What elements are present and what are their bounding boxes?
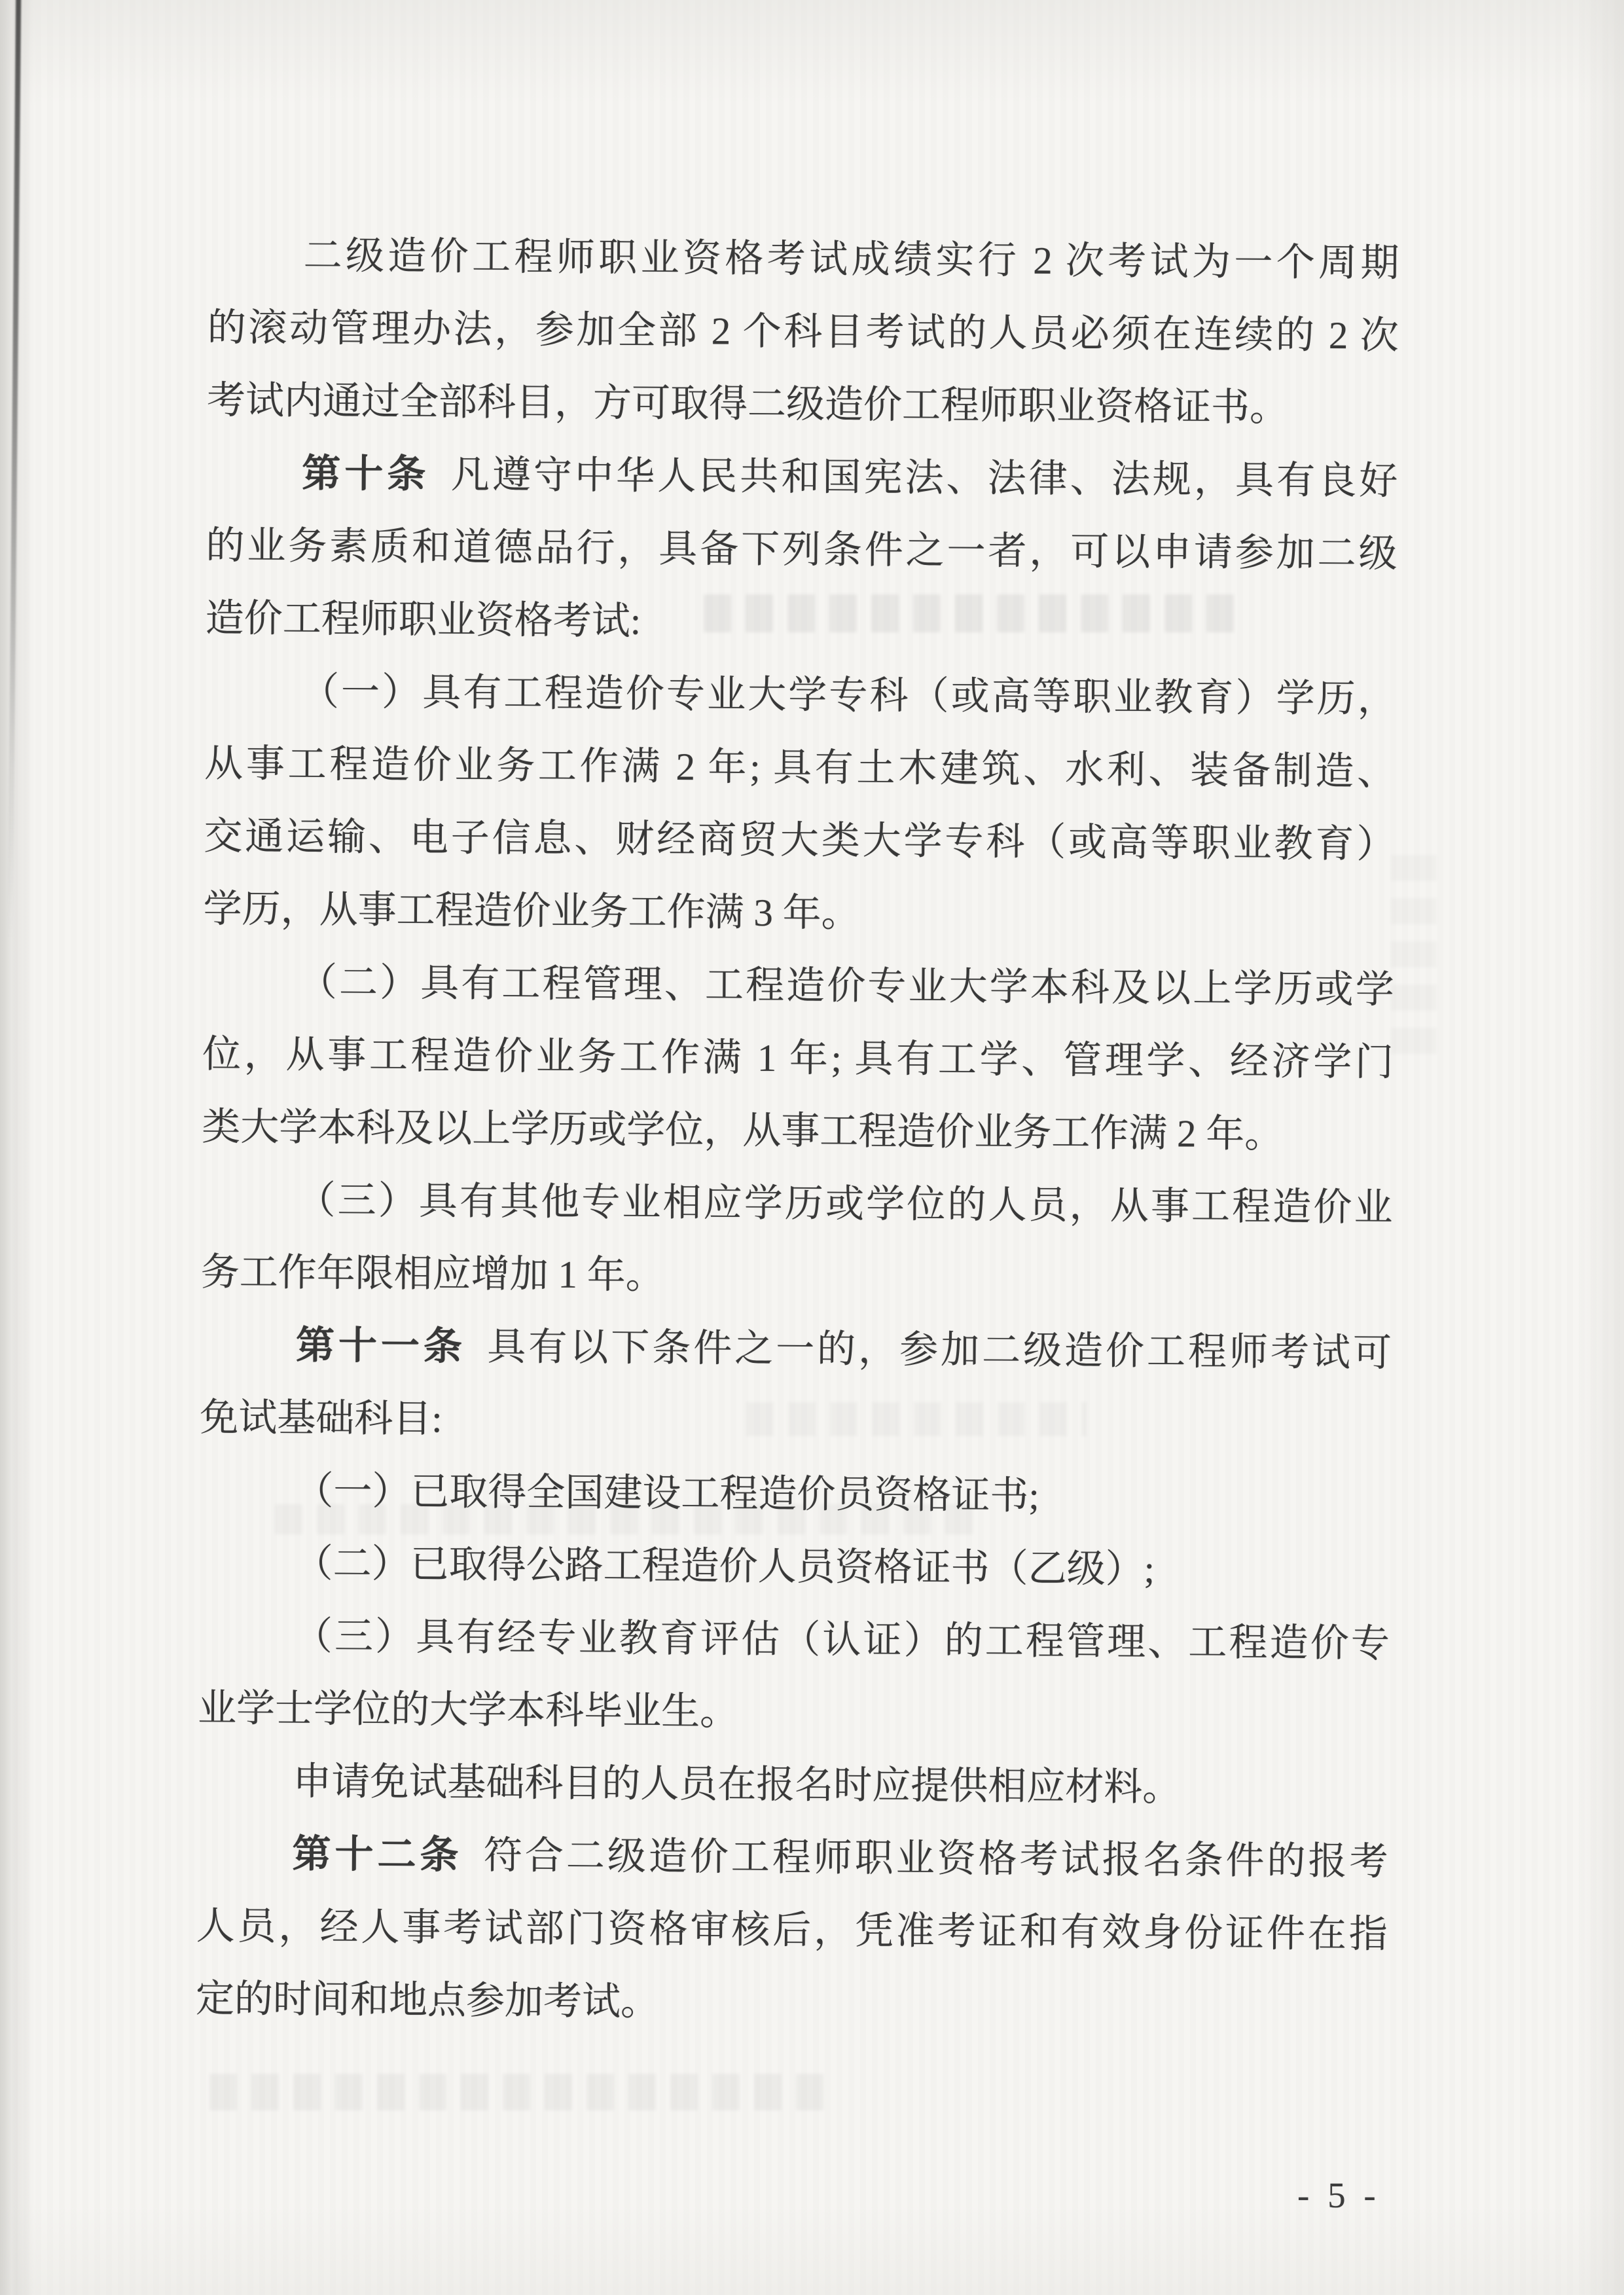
text-line: （二）已取得公路工程造价人员资格证书（乙级）; bbox=[294, 1541, 1155, 1591]
line-text: 符合二级造价工程师职业资格考试报名条件的报考 bbox=[483, 1834, 1388, 1883]
text-line bbox=[196, 1817, 1388, 1898]
paragraph-article-10 bbox=[205, 437, 1398, 663]
line-text: 凡遵守中华人民共和国宪法、法律、法规，具有良好 bbox=[450, 452, 1398, 503]
text-line: （一）已取得全国建设工程造价员资格证书; bbox=[295, 1468, 1040, 1517]
paragraph-item-1 bbox=[203, 655, 1396, 954]
text-line: （三）具有经专业教育评估（认证）的工程管理、工程造价专 bbox=[293, 1614, 1390, 1665]
text-line: 的滚动管理办法，参加全部 2 个科目考试的人员必须在连续的 2 次 bbox=[207, 305, 1399, 357]
paragraph-article-11 bbox=[200, 1309, 1392, 1462]
text-line: 的业务素质和道德品行，具备下列条件之一者，可以申请参加二级 bbox=[206, 523, 1398, 575]
paragraph-materials-note bbox=[197, 1744, 1389, 1826]
text-line: 造价工程师职业资格考试: bbox=[205, 596, 641, 643]
text-line: 考试内通过全部科目，方可取得二级造价工程师职业资格证书。 bbox=[206, 378, 1289, 429]
text-line: 位，从事工程造价业务工作满 1 年; 具有工学、管理学、经济学门 bbox=[202, 1032, 1394, 1084]
text-line: 免试基础科目: bbox=[199, 1395, 442, 1441]
text-line: 学历，从事工程造价业务工作满 3 年。 bbox=[203, 886, 860, 935]
text-line: 务工作年限相应增加 1 年。 bbox=[200, 1250, 664, 1297]
page-number: - 5 - bbox=[1297, 2175, 1380, 2215]
paragraph-article-12 bbox=[196, 1817, 1388, 2044]
bleed-through-artifact bbox=[1391, 838, 1437, 1054]
line-text: 具有以下条件之一的，参加二级造价工程师考试可 bbox=[487, 1325, 1392, 1375]
article-number: 第十条 bbox=[302, 452, 430, 496]
paragraph bbox=[207, 219, 1399, 445]
text-line: 类大学本科及以上学历或学位，从事工程造价业务工作满 2 年。 bbox=[202, 1104, 1284, 1156]
text-line: （二）具有工程管理、工程造价专业大学本科及以上学历或学 bbox=[298, 960, 1395, 1011]
article-number: 第十一条 bbox=[295, 1323, 467, 1368]
text-line: 二级造价工程师职业资格考试成绩实行 2 次考试为一个周期 bbox=[303, 234, 1399, 285]
text-line bbox=[206, 437, 1398, 518]
text-line bbox=[200, 1309, 1392, 1390]
document-body-text bbox=[196, 219, 1399, 2044]
text-line: （三）具有其他专业相应学历或学位的人员，从事工程造价业 bbox=[297, 1178, 1393, 1229]
paragraph-exempt-item-1 bbox=[199, 1454, 1391, 1535]
text-line: 从事工程造价业务工作满 2 年; 具有土木建筑、水利、装备制造、 bbox=[204, 741, 1396, 793]
text-line: 定的时间和地点参加考试。 bbox=[195, 1976, 660, 2023]
bleed-through-artifact bbox=[209, 2074, 825, 2110]
paragraph-exempt-item-2 bbox=[198, 1527, 1390, 1608]
paragraph-item-2 bbox=[202, 945, 1394, 1172]
text-line: （一）具有工程造价专业大学专科（或高等职业教育）学历， bbox=[300, 670, 1397, 721]
paragraph-exempt-item-3 bbox=[198, 1599, 1390, 1753]
text-line: 申请免试基础科目的人员在报名时应提供相应材料。 bbox=[293, 1759, 1182, 1809]
text-line: 业学士学位的大学本科毕业生。 bbox=[197, 1686, 739, 1733]
text-line: 交通运输、电子信息、财经商贸大类大学专科（或高等职业教育） bbox=[204, 814, 1396, 866]
paragraph-item-3 bbox=[200, 1163, 1393, 1317]
article-number: 第十二条 bbox=[292, 1832, 463, 1877]
text-line: 人员，经人事考试部门资格审核后，凭准考证和有效身份证件在指 bbox=[196, 1904, 1388, 1956]
